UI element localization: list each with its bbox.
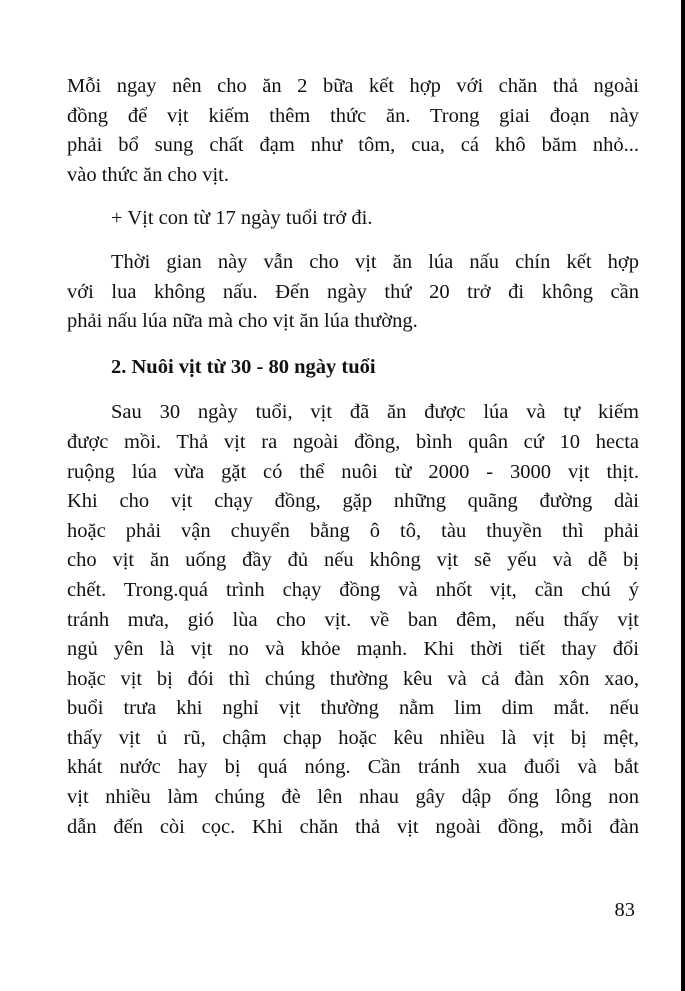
text-line: Thời gian này vẫn cho vịt ăn lúa nấu chín kết hợp [111, 250, 639, 273]
text-line: tránh mưa, gió lùa cho vịt. về ban đêm, nếu thấy vịt [67, 608, 639, 631]
paragraph-3 [67, 398, 639, 842]
text-line: chết. Trong.quá trình chạy đồng và nhốt vịt, cần chú ý [67, 578, 639, 601]
text-line: ruộng lúa vừa gặt có thể nuôi từ 2000 - 3000 vịt thịt. [67, 460, 639, 483]
text-line: với lua không nấu. Đến ngày thứ 20 trở đi không cần [67, 280, 639, 303]
paragraph-1 [67, 72, 639, 190]
text-line: cho vịt ăn uống đầy đủ nếu không vịt sẽ yếu và dễ bị [67, 549, 639, 572]
text-line: vào thức ăn cho vịt. [67, 163, 229, 186]
text-line: dẫn đến còi cọc. Khi chăn thả vịt ngoài đồng, mỗi đàn [67, 815, 639, 838]
text-line: hoặc phải vận chuyển bằng ô tô, tàu thuyền thì phải [67, 519, 639, 542]
page-edge [681, 0, 685, 991]
text-line: Sau 30 ngày tuổi, vịt đã ăn được lúa và tự kiếm [111, 401, 639, 424]
page-body [67, 72, 639, 842]
subheading: + Vịt con từ 17 ngày tuổi trở đi. [111, 207, 373, 230]
text-line: thấy vịt ủ rũ, chậm chạp hoặc kêu nhiều là vịt bị mệt, [67, 726, 639, 749]
text-line: khát nước hay bị quá nóng. Cần tránh xua đuổi và bắt [67, 756, 639, 779]
text-line: vịt nhiều làm chúng đè lên nhau gây dập ống lông non [67, 786, 639, 809]
text-line: Mỗi ngay nên cho ăn 2 bữa kết hợp với chăn thả ngoài [67, 75, 639, 97]
section-heading: 2. Nuôi vịt từ 30 - 80 ngày tuổi [111, 355, 376, 378]
text-line: Khi cho vịt chạy đồng, gặp những quãng đường dài [67, 490, 639, 513]
text-line: được mồi. Thả vịt ra ngoài đồng, bình quân cứ 10 hecta [67, 430, 639, 453]
page-number: 83 [614, 899, 635, 921]
paragraph-2 [67, 248, 639, 337]
text-line: hoặc vịt bị đói thì chúng thường kêu và cả đàn xôn xao, [67, 667, 639, 690]
text-line: phải nấu lúa nữa mà cho vịt ăn lúa thường. [67, 310, 418, 333]
text-line: buổi trưa khi nghỉ vịt thường nằm lim dim mắt. nếu [67, 697, 639, 720]
text-line: ngủ yên là vịt no và khỏe mạnh. Khi thời tiết thay đổi [67, 638, 639, 661]
text-line: phải bổ sung chất đạm như tôm, cua, cá khô băm nhỏ... [67, 134, 639, 157]
text-line: đồng để vịt kiếm thêm thức ăn. Trong giai đoạn này [67, 104, 639, 127]
